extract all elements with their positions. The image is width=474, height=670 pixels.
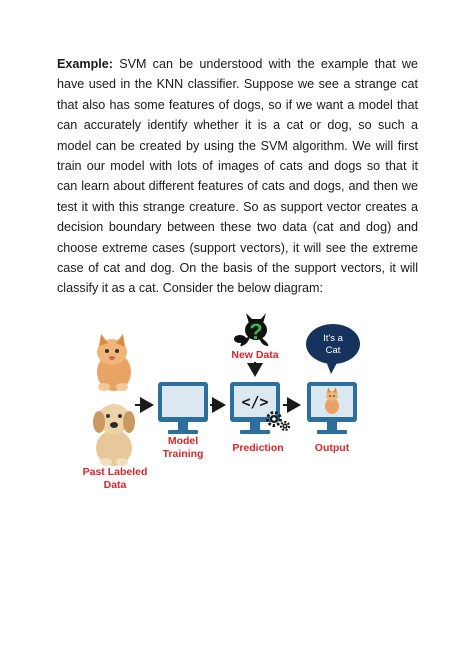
- puppy-image: [93, 404, 135, 466]
- new-data-label: New Data: [231, 349, 279, 361]
- example-body: SVM can be understood with the example that we have used in the KNN classifier. Suppose we see a strange cat that also has some features of dogs, so if we want a model that can accurately identify whether it is a cat or dog, so such a model can be created by using the SVM algorithm. We will first train our model with lots of images of cats and dogs so that it can learn about different features of cats and dogs, and then we test it with this strange creature. So as support vector creates a decision boundary between these two data (cat and dog) and choose extreme cases (support vectors), it will see the extreme case of cat and dog. On the basis of the support vectors, it will classify it as a cat. Consider the below diagram:: [57, 57, 418, 296]
- code-icon: </>: [241, 393, 269, 411]
- question-mark-icon: ?: [249, 319, 263, 344]
- model-training-monitor: [158, 382, 208, 434]
- bubble-text-line1: It's a: [323, 333, 343, 344]
- output-label: Output: [314, 442, 350, 454]
- model-training-label-line2: Training: [162, 448, 204, 460]
- kitten-image: [97, 334, 131, 391]
- prediction-label: Prediction: [232, 442, 284, 454]
- past-labeled-label-line1: Past Labeled: [82, 466, 148, 478]
- bubble-text-line2: Cat: [325, 345, 341, 356]
- past-labeled-label-line2: Data: [103, 479, 127, 491]
- example-lead: Example:: [57, 57, 113, 71]
- model-training-label-line1: Model: [167, 435, 199, 447]
